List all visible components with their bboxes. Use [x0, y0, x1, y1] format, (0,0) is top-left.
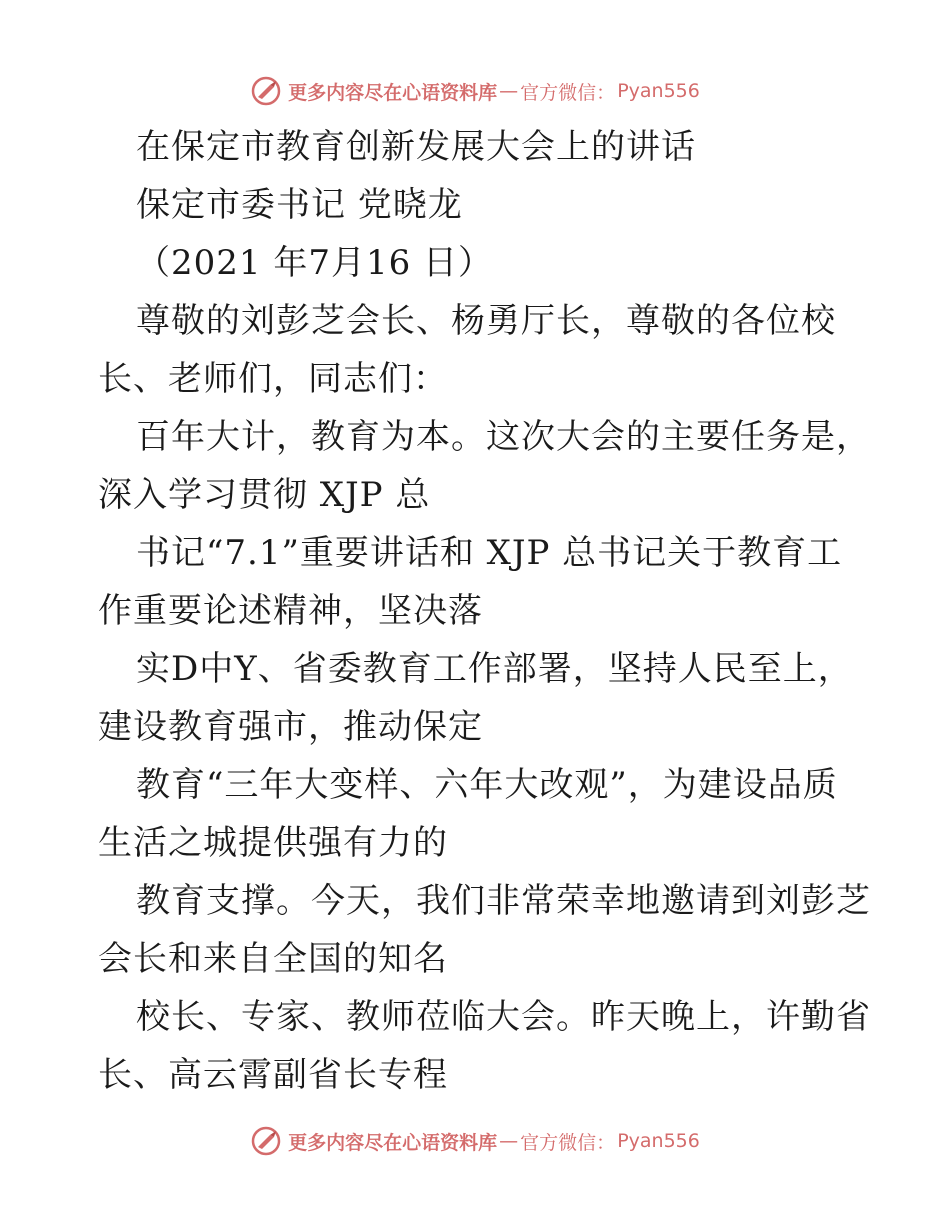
- document-line: 校长、专家、教师莅临大会。昨天晚上，许勤省: [136, 997, 871, 1037]
- document-date: （2021 年7月16 日）: [136, 243, 494, 283]
- document-line: 尊敬的刘彭芝会长、杨勇厅长，尊敬的各位校: [136, 301, 836, 341]
- banner-official-label: 官方微信：: [520, 81, 616, 104]
- logo-icon: [250, 75, 282, 107]
- banner-brand-text: 更多内容尽在心语资料库: [288, 1131, 498, 1154]
- document-line: 会长和来自全国的知名: [98, 939, 448, 979]
- footer-watermark-banner: [0, 1121, 950, 1161]
- document-body: [98, 118, 871, 1104]
- logo-icon: [250, 1125, 282, 1157]
- document-line: 建设教育强市，推动保定: [98, 707, 483, 747]
- banner-official-label: 官方微信：: [520, 1131, 616, 1154]
- document-line: 教育“三年大变样、六年大改观”，为建设品质: [136, 765, 838, 805]
- document-speaker: 保定市委书记 党晓龙: [136, 185, 463, 225]
- document-line: 实D中Y、省委教育工作部署，坚持人民至上，: [136, 649, 853, 689]
- banner-separator: —: [499, 80, 519, 102]
- document-line: 长、老师们，同志们：: [98, 359, 448, 399]
- document-line: 深入学习贯彻 XJP 总: [98, 475, 431, 515]
- document-line: 长、高云霄副省长专程: [98, 1055, 448, 1095]
- banner-wechat-id: Pyan556: [617, 1130, 700, 1152]
- banner-separator: —: [499, 1130, 519, 1152]
- document-line: 作重要论述精神，坚决落: [98, 591, 483, 631]
- banner-wechat-id: Pyan556: [617, 80, 700, 102]
- document-line: 书记“7.1”重要讲话和 XJP 总书记关于教育工: [136, 533, 843, 573]
- document-line: 百年大计，教育为本。这次大会的主要任务是，: [136, 417, 871, 457]
- document-line: 教育支撑。今天，我们非常荣幸地邀请到刘彭芝: [136, 881, 871, 921]
- banner-brand-text: 更多内容尽在心语资料库: [288, 81, 498, 104]
- document-paragraphs: [98, 292, 871, 1104]
- header-watermark-banner: [0, 71, 950, 111]
- document-line: 生活之城提供强有力的: [98, 823, 448, 863]
- document-title: 在保定市教育创新发展大会上的讲话: [136, 127, 696, 167]
